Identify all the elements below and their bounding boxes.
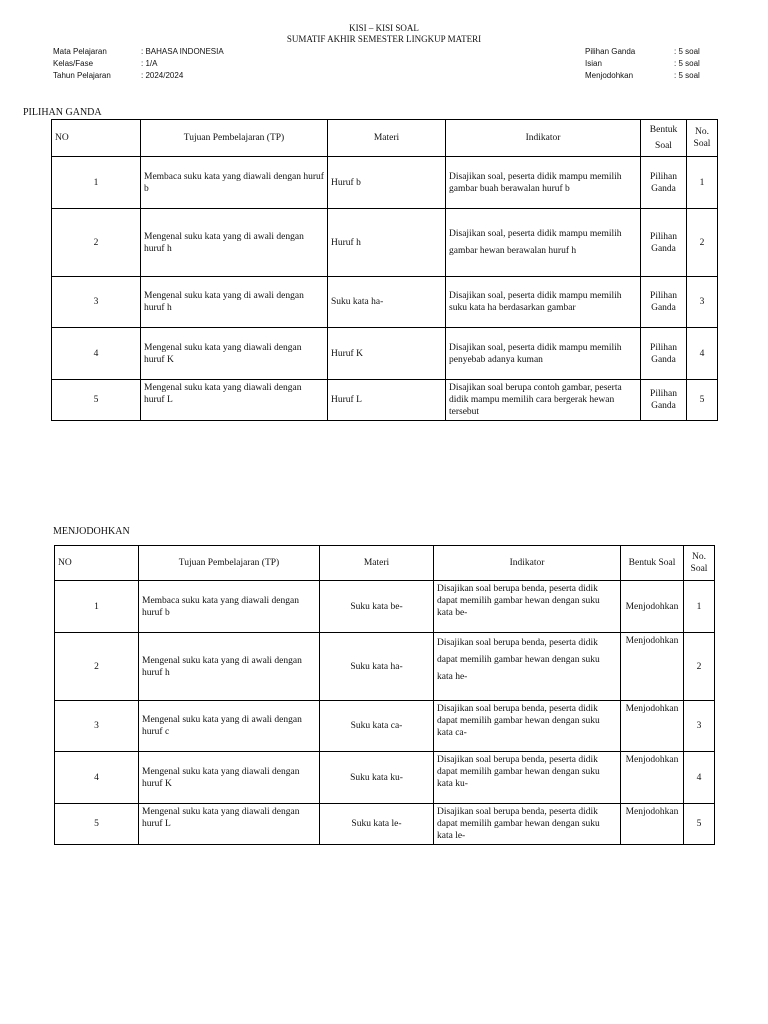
header-bentuk-soal: Bentuk Soal: [641, 120, 687, 157]
meta-value: : 1/A: [141, 59, 158, 68]
cell-no: 5: [52, 380, 141, 421]
document-subtitle: SUMATIF AKHIR SEMESTER LINGKUP MATERI: [286, 34, 482, 44]
table-header-row: [52, 120, 718, 157]
table-row: [55, 633, 715, 701]
cell-bentuk-soal: Menjodohkan: [621, 804, 684, 845]
section-title-pilihan-ganda: PILIHAN GANDA: [23, 107, 102, 118]
cell-tp: Mengenal suku kata yang diawali dengan huruf L: [139, 804, 320, 845]
pilihan-ganda-table: [51, 119, 718, 421]
table-row: [55, 581, 715, 633]
header-bentuk-soal: Bentuk Soal: [621, 546, 684, 581]
meta-row-pilihan-ganda: [585, 46, 700, 58]
cell-no-soal: 3: [687, 277, 718, 328]
meta-value: : 5 soal: [674, 71, 700, 80]
meta-label: Kelas/Fase: [53, 59, 94, 68]
meta-right: [585, 46, 700, 82]
cell-indikator: Disajikan soal berupa contoh gambar, peserta didik mampu memilih cara bergerak hewan tersebut: [446, 380, 641, 421]
header-no-soal: No. Soal: [687, 120, 718, 157]
table-row: [55, 701, 715, 752]
cell-materi: Suku kata ca-: [320, 701, 434, 752]
cell-tp: Mengenal suku kata yang di awali dengan huruf c: [139, 701, 320, 752]
header-materi: Materi: [320, 546, 434, 581]
cell-materi: Huruf b: [328, 157, 446, 209]
cell-no-soal: 4: [687, 328, 718, 380]
cell-no-soal: 1: [687, 157, 718, 209]
cell-no-soal: 4: [684, 752, 715, 804]
document-title: KISI – KISI SOAL: [349, 23, 419, 33]
header-materi: Materi: [328, 120, 446, 157]
meta-row-menjodohkan: [585, 70, 700, 82]
cell-indikator: Disajikan soal berupa benda, peserta didik dapat memilih gambar hewan dengan suku kata le-: [434, 804, 621, 845]
header-tp: Tujuan Pembelajaran (TP): [139, 546, 320, 581]
meta-row-class: [53, 58, 224, 70]
cell-no: 2: [55, 633, 139, 701]
cell-no-soal: 2: [687, 209, 718, 277]
meta-row-subject: [53, 46, 224, 58]
table-row: [52, 328, 718, 380]
cell-indikator: Disajikan soal, peserta didik mampu memilih penyebab adanya kuman: [446, 328, 641, 380]
cell-no: 2: [52, 209, 141, 277]
cell-no: 4: [52, 328, 141, 380]
cell-bentuk-soal: Pilihan Ganda: [641, 277, 687, 328]
table-row: [52, 277, 718, 328]
cell-bentuk-soal: Menjodohkan: [621, 752, 684, 804]
cell-bentuk-soal: Menjodohkan: [621, 633, 684, 701]
cell-bentuk-soal: Pilihan Ganda: [641, 380, 687, 421]
cell-materi: Suku kata be-: [320, 581, 434, 633]
table-row: [52, 380, 718, 421]
meta-label: Isian: [585, 59, 602, 68]
cell-indikator: Disajikan soal berupa benda, peserta didik dapat memilih gambar hewan dengan suku kata ca-: [434, 701, 621, 752]
cell-materi: Huruf h: [328, 209, 446, 277]
table-row: [55, 804, 715, 845]
table-row: [52, 209, 718, 277]
meta-label: Pilihan Ganda: [585, 47, 636, 56]
table-row: [55, 752, 715, 804]
cell-no-soal: 2: [684, 633, 715, 701]
header-no: NO: [55, 546, 139, 581]
table-row: [52, 157, 718, 209]
cell-bentuk-soal: Pilihan Ganda: [641, 209, 687, 277]
cell-bentuk-soal: Menjodohkan: [621, 701, 684, 752]
meta-row-isian: [585, 58, 700, 70]
cell-no-soal: 1: [684, 581, 715, 633]
cell-no-soal: 5: [684, 804, 715, 845]
header-indikator: Indikator: [434, 546, 621, 581]
cell-indikator: Disajikan soal berupa benda, peserta didik dapat memilih gambar hewan dengan suku kata he-: [434, 633, 621, 701]
meta-label: Mata Pelajaran: [53, 47, 107, 56]
header-no: NO: [52, 120, 141, 157]
cell-materi: Suku kata le-: [320, 804, 434, 845]
cell-materi: Huruf K: [328, 328, 446, 380]
meta-left: [53, 46, 224, 82]
cell-materi: Suku kata ku-: [320, 752, 434, 804]
cell-tp: Mengenal suku kata yang di awali dengan huruf h: [139, 633, 320, 701]
cell-tp: Mengenal suku kata yang diawali dengan huruf K: [139, 752, 320, 804]
cell-materi: Suku kata ha-: [320, 633, 434, 701]
meta-row-year: [53, 70, 224, 82]
header-no-soal: No. Soal: [684, 546, 715, 581]
meta-value: : 5 soal: [674, 47, 700, 56]
cell-tp: Mengenal suku kata yang diawali dengan huruf L: [141, 380, 328, 421]
cell-tp: Membaca suku kata yang diawali dengan huruf b: [139, 581, 320, 633]
cell-bentuk-soal: Pilihan Ganda: [641, 328, 687, 380]
cell-materi: Huruf L: [328, 380, 446, 421]
header-tp: Tujuan Pembelajaran (TP): [141, 120, 328, 157]
cell-no: 5: [55, 804, 139, 845]
cell-no-soal: 5: [687, 380, 718, 421]
meta-value: : 5 soal: [674, 59, 700, 68]
cell-no: 1: [55, 581, 139, 633]
header-indikator: Indikator: [446, 120, 641, 157]
cell-no: 1: [52, 157, 141, 209]
cell-indikator: Disajikan soal, peserta didik mampu memilih suku kata ha berdasarkan gambar: [446, 277, 641, 328]
table-header-row: [55, 546, 715, 581]
cell-bentuk-soal: Pilihan Ganda: [641, 157, 687, 209]
cell-no: 3: [52, 277, 141, 328]
cell-bentuk-soal: Menjodohkan: [621, 581, 684, 633]
cell-tp: Mengenal suku kata yang di awali dengan huruf h: [141, 209, 328, 277]
cell-tp: Mengenal suku kata yang diawali dengan huruf K: [141, 328, 328, 380]
meta-label: Menjodohkan: [585, 71, 634, 80]
menjodohkan-table: [54, 545, 715, 845]
cell-indikator: Disajikan soal berupa benda, peserta didik dapat memilih gambar hewan dengan suku kata ku-: [434, 752, 621, 804]
cell-indikator: Disajikan soal, peserta didik mampu memilih gambar buah berawalan huruf b: [446, 157, 641, 209]
cell-no: 3: [55, 701, 139, 752]
cell-materi: Suku kata ha-: [328, 277, 446, 328]
meta-value: : BAHASA INDONESIA: [141, 47, 224, 56]
section-title-menjodohkan: MENJODOHKAN: [53, 526, 130, 537]
cell-tp: Membaca suku kata yang diawali dengan huruf b: [141, 157, 328, 209]
cell-indikator: Disajikan soal berupa benda, peserta didik dapat memilih gambar hewan dengan suku kata be-: [434, 581, 621, 633]
meta-value: : 2024/2024: [141, 71, 184, 80]
cell-no-soal: 3: [684, 701, 715, 752]
cell-tp: Mengenal suku kata yang di awali dengan huruf h: [141, 277, 328, 328]
cell-indikator: Disajikan soal, peserta didik mampu memilih gambar hewan berawalan huruf h: [446, 209, 641, 277]
cell-no: 4: [55, 752, 139, 804]
meta-label: Tahun Pelajaran: [53, 71, 111, 80]
